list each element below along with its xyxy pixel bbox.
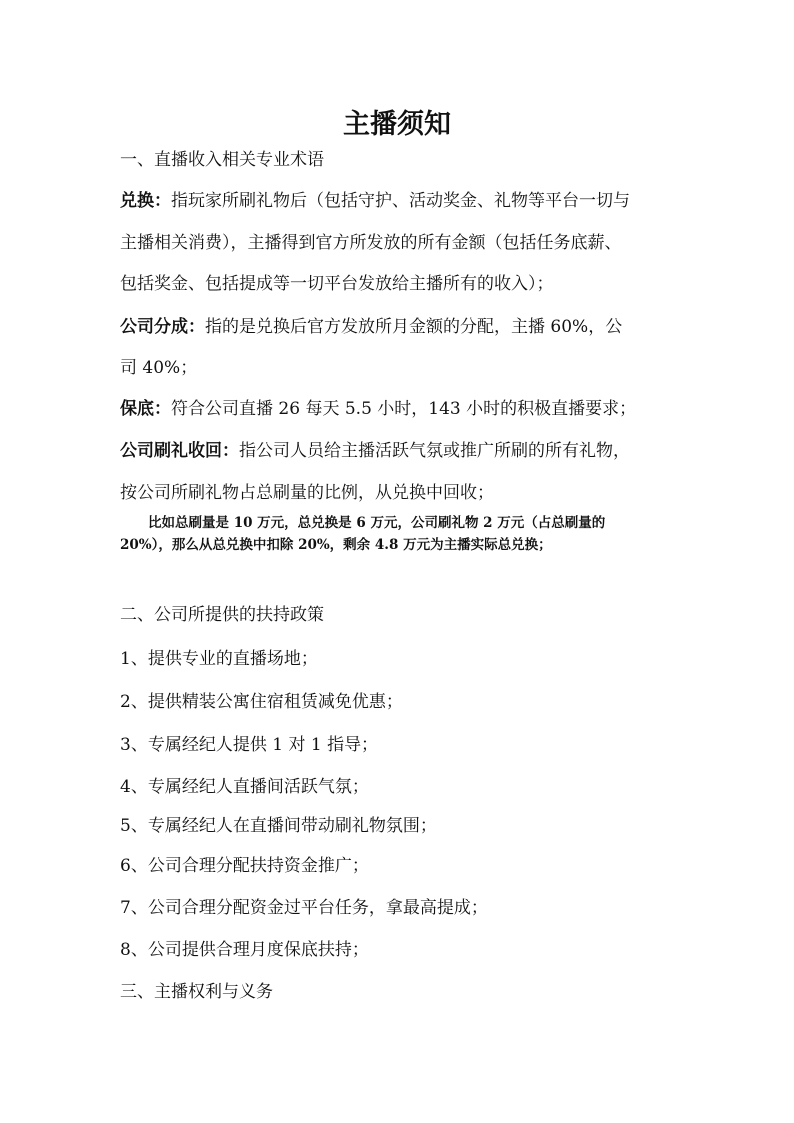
document-title: 主播须知 — [343, 109, 451, 140]
policy-item: 3、专属经纪人提供 1 对 1 指导； — [120, 735, 379, 755]
split-term: 公司分成： — [120, 317, 205, 337]
split-text: 指的是兑换后官方发放所月金额的分配，主播 60%，公 — [205, 317, 623, 337]
exchange-term: 兑换： — [120, 191, 171, 211]
policy-item: 8、公司提供合理月度保底扶持； — [120, 940, 369, 960]
section-2-heading: 二、公司所提供的扶持政策 — [120, 605, 324, 625]
policy-item: 4、专属经纪人直播间活跃气氛； — [120, 777, 369, 797]
recovery-line-2: 按公司所刷礼物占总刷量的比例，从兑换中回收； — [120, 483, 494, 503]
guarantee-term: 保底： — [120, 399, 171, 419]
example-line-1: 比如总刷量是 10 万元，总兑换是 6 万元，公司刷礼物 2 万元（占总刷量的 — [148, 515, 606, 531]
section-1-heading: 一、直播收入相关专业术语 — [120, 150, 324, 170]
example-line-2: 20%），那么从总兑换中扣除 20%，剩余 4.8 万元为主播实际总兑换； — [120, 537, 552, 553]
recovery-term: 公司刷礼收回： — [120, 441, 239, 461]
recovery-line-1 — [120, 441, 630, 461]
split-line-1 — [120, 317, 622, 337]
policy-item: 6、公司合理分配扶持资金推广； — [120, 856, 369, 876]
guarantee-line — [120, 399, 636, 419]
exchange-text: 指玩家所刷礼物后（包括守护、活动奖金、礼物等平台一切与 — [171, 191, 630, 211]
guarantee-text: 符合公司直播 26 每天 5.5 小时，143 小时的积极直播要求； — [171, 399, 637, 419]
policy-item: 1、提供专业的直播场地； — [120, 649, 318, 669]
section-3-heading: 三、主播权利与义务 — [120, 982, 273, 1002]
exchange-line-2: 主播相关消费），主播得到官方所发放的所有金额（包括任务底薪、 — [120, 233, 622, 253]
policy-item: 5、专属经纪人在直播间带动刷礼物氛围； — [120, 816, 437, 836]
policy-item: 2、提供精装公寓住宿租赁减免优惠； — [120, 692, 403, 712]
exchange-line-3: 包括奖金、包括提成等一切平台发放给主播所有的收入）； — [120, 274, 554, 294]
recovery-text: 指公司人员给主播活跃气氛或推广所刷的所有礼物， — [239, 441, 630, 461]
policy-item: 7、公司合理分配资金过平台任务，拿最高提成； — [120, 898, 488, 918]
split-line-2: 司 40%； — [120, 358, 198, 378]
exchange-line-1 — [120, 191, 630, 211]
